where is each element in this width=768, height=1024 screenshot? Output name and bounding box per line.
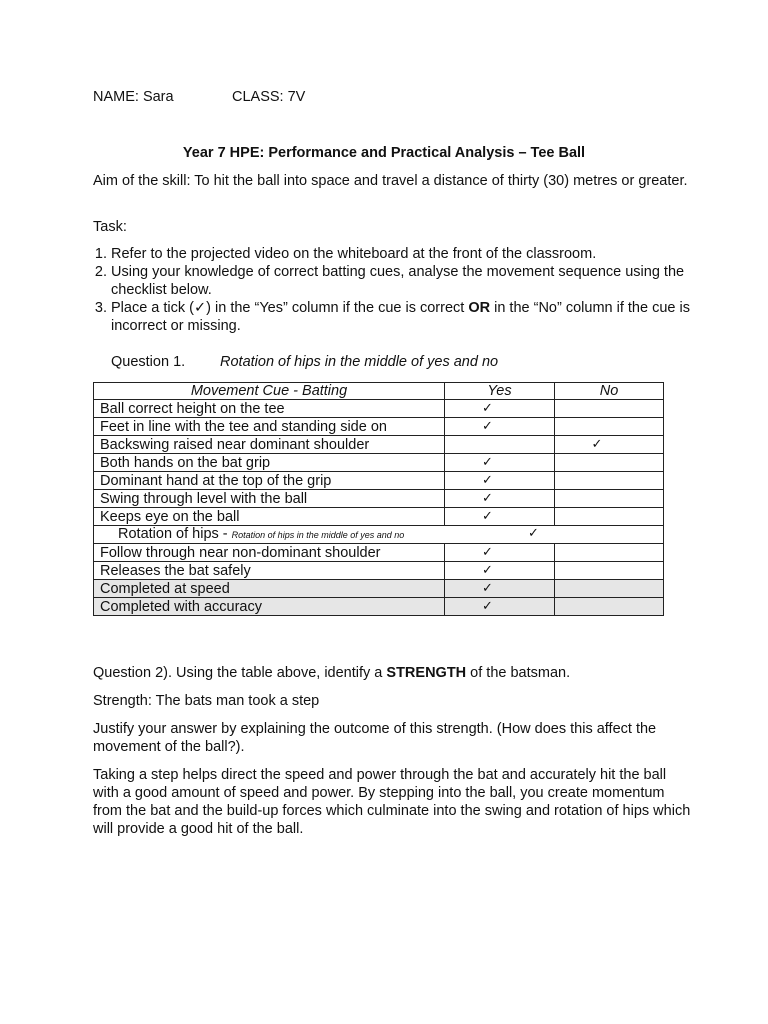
check-icon: ✓ (482, 599, 493, 614)
no-cell[interactable] (555, 454, 664, 472)
no-cell[interactable] (555, 418, 664, 436)
table-header-row (94, 383, 664, 400)
task-item: 3. Place a tick (✓) in the “Yes” column if the cue is correct OR in the “No” column if the cue is incorrect or missing. (111, 299, 711, 335)
movement-cue-checklist (93, 382, 664, 616)
cue-label: Completed at speed (94, 580, 445, 598)
check-icon: ✓ (482, 509, 493, 524)
tick-symbol: ✓ (194, 300, 207, 316)
yes-cell[interactable] (445, 454, 555, 472)
cue-label: Follow through near non-dominant shoulder (94, 544, 445, 562)
table-row (94, 454, 664, 472)
yes-cell[interactable] (445, 598, 555, 616)
cue-label: Dominant hand at the top of the grip (94, 472, 445, 490)
table-row (94, 400, 664, 418)
check-icon: ✓ (591, 437, 603, 452)
strength-answer: Strength: The bats man took a step (93, 693, 320, 709)
column-header-cue: Movement Cue - Batting (94, 383, 445, 400)
yes-cell[interactable] (445, 472, 555, 490)
check-icon: ✓ (482, 581, 493, 596)
table-row (94, 436, 664, 454)
table-row (94, 580, 664, 598)
cue-label: Feet in line with the tee and standing side on (94, 418, 445, 436)
check-icon: ✓ (482, 455, 493, 470)
aim-text: Aim of the skill: To hit the ball into space and travel a distance of thirty (30) metres or greater. (93, 173, 688, 189)
cue-label: Completed with accuracy (94, 598, 445, 616)
table-row (94, 598, 664, 616)
no-cell[interactable] (555, 508, 664, 526)
check-icon: ✓ (482, 473, 493, 488)
check-icon: ✓ (482, 419, 493, 434)
cue-label: Ball correct height on the tee (94, 400, 445, 418)
yes-cell[interactable] (445, 580, 555, 598)
table-row (94, 490, 664, 508)
question-2-prompt: Question 2). Using the table above, identify a STRENGTH of the batsman. (93, 665, 571, 681)
no-cell[interactable] (555, 562, 664, 580)
question-1-label: Question 1. (111, 354, 186, 370)
check-icon: ✓ (482, 563, 493, 578)
table-row (94, 544, 664, 562)
no-cell[interactable] (555, 490, 664, 508)
table-row (94, 562, 664, 580)
no-cell[interactable] (555, 400, 664, 418)
no-cell[interactable] (555, 580, 664, 598)
no-cell[interactable] (555, 472, 664, 490)
check-icon: ✓ (482, 545, 493, 560)
hips-note: Rotation of hips in the middle of yes and no (231, 530, 405, 540)
check-icon: ✓ (482, 491, 493, 506)
no-cell[interactable] (555, 436, 664, 454)
cue-label: Releases the bat safely (94, 562, 445, 580)
yes-cell[interactable] (445, 544, 555, 562)
cue-label: Rotation of hips - (118, 526, 232, 542)
question-1-note: Rotation of hips in the middle of yes and no (220, 354, 499, 370)
task-list (93, 245, 711, 335)
yes-cell[interactable] (445, 418, 555, 436)
student-name: NAME: Sara (93, 89, 174, 105)
worksheet-title: Year 7 HPE: Performance and Practical Analysis – Tee Ball (182, 145, 586, 161)
check-icon: ✓ (528, 526, 539, 541)
justify-prompt: Justify your answer by explaining the outcome of this strength. (How does this affect the movement of the ball?). (93, 721, 657, 755)
yes-cell[interactable] (445, 508, 555, 526)
cue-label: Swing through level with the ball (94, 490, 445, 508)
cue-label: Backswing raised near dominant shoulder (94, 436, 445, 454)
column-header-no: No (555, 383, 664, 400)
student-class: CLASS: 7V (232, 89, 306, 105)
no-cell[interactable] (555, 544, 664, 562)
table-row (94, 526, 664, 544)
table-row (94, 418, 664, 436)
justify-answer: Taking a step helps direct the speed and power through the bat and accurately hit the ball with a good amount of speed and power. By stepping into the ball, you create momentum from the bat and the build-up forces which culminate into the swing and rotation of hips which will provide a good hit of the ball. (93, 767, 691, 837)
hips-row-cell (94, 526, 664, 544)
yes-cell[interactable] (445, 562, 555, 580)
column-header-yes: Yes (445, 383, 555, 400)
table-row (94, 508, 664, 526)
yes-cell[interactable] (445, 400, 555, 418)
task-item: 1. Refer to the projected video on the whiteboard at the front of the classroom. (111, 245, 711, 263)
yes-cell[interactable] (445, 490, 555, 508)
no-cell[interactable] (555, 598, 664, 616)
cue-label: Both hands on the bat grip (94, 454, 445, 472)
check-icon: ✓ (482, 401, 493, 416)
cue-label: Keeps eye on the ball (94, 508, 445, 526)
task-item: 2. Using your knowledge of correct batting cues, analyse the movement sequence using the checklist below. (111, 263, 711, 299)
yes-cell[interactable] (445, 436, 555, 454)
task-label: Task: (93, 219, 127, 235)
table-row (94, 472, 664, 490)
